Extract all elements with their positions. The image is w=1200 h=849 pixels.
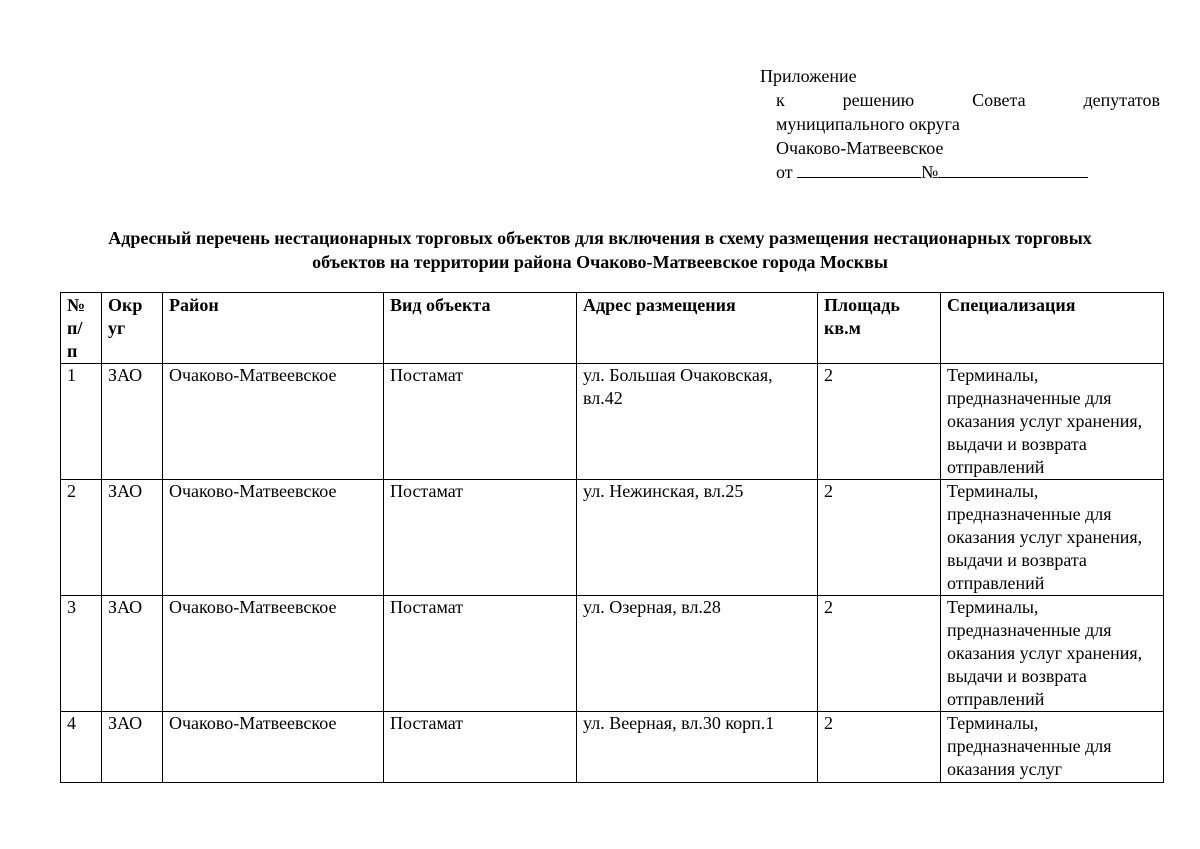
cell-type: Постамат (384, 596, 577, 712)
cell-num: 4 (61, 712, 102, 783)
appendix-line-3: Очаково-Матвеевское (776, 138, 944, 158)
header-spec: Специализация (941, 293, 1164, 364)
cell-area: 2 (818, 480, 941, 596)
cell-area: 2 (818, 712, 941, 783)
appendix-line-2: муниципального округа (776, 114, 960, 134)
header-num: № п/ п (61, 293, 102, 364)
appendix-word: решению (842, 90, 915, 110)
header-okrug: Окр уг (102, 293, 163, 364)
date-blank (797, 161, 921, 178)
cell-spec-text: Терминалы, предназначенные для оказания услуг (947, 713, 1112, 779)
cell-area: 2 (818, 596, 941, 712)
appendix-word: Совета (972, 90, 1026, 110)
appendix-word: депутатов (1083, 90, 1160, 110)
table-row (61, 364, 1164, 480)
heading-line-1: Адресный перечень нестационарных торговых объектов для включения в схему размещения нестационарных торговых (108, 228, 1092, 248)
cell-address: ул. Большая Очаковская, вл.42 (577, 364, 818, 480)
cell-address: ул. Нежинская, вл.25 (577, 480, 818, 596)
cell-spec: Терминалы, предназначенные для оказания услуг хранения, выдачи и возврата отправлений (941, 364, 1164, 480)
cell-district: Очаково-Матвеевское (163, 712, 384, 783)
date-prefix: от (776, 162, 793, 182)
appendix-date-line (776, 160, 1160, 184)
cell-num: 1 (61, 364, 102, 480)
objects-table (60, 292, 1164, 783)
number-blank (938, 161, 1088, 178)
cell-spec: Терминалы, предназначенные для оказания услуг хранения, выдачи и возврата отправлений (941, 480, 1164, 596)
heading-line-2: объектов на территории района Очаково-Матвеевское города Москвы (312, 252, 888, 272)
header-district: Район (163, 293, 384, 364)
cell-spec (941, 712, 1164, 783)
cell-area: 2 (818, 364, 941, 480)
cell-spec: Терминалы, предназначенные для оказания услуг хранения, выдачи и возврата отправлений (941, 596, 1164, 712)
table-header-row (61, 293, 1164, 364)
header-type: Вид объекта (384, 293, 577, 364)
cell-num: 3 (61, 596, 102, 712)
number-sign: № (921, 162, 939, 182)
cell-okrug: ЗАО (102, 364, 163, 480)
cell-type: Постамат (384, 480, 577, 596)
table-row (61, 596, 1164, 712)
cell-district: Очаково-Матвеевское (163, 364, 384, 480)
table-row (61, 480, 1164, 596)
cell-okrug: ЗАО (102, 712, 163, 783)
cell-type: Постамат (384, 364, 577, 480)
cell-district: Очаково-Матвеевское (163, 480, 384, 596)
header-area: Площадь кв.м (818, 293, 941, 364)
cell-address: ул. Озерная, вл.28 (577, 596, 818, 712)
header-address: Адрес размещения (577, 293, 818, 364)
cell-district: Очаково-Матвеевское (163, 596, 384, 712)
appendix-block (760, 64, 1160, 184)
cell-num: 2 (61, 480, 102, 596)
document-heading (40, 226, 1160, 274)
cell-address: ул. Веерная, вл.30 корп.1 (577, 712, 818, 783)
appendix-word: к (776, 90, 785, 110)
appendix-title: Приложение (760, 66, 857, 86)
appendix-line-1 (776, 88, 1160, 112)
cell-okrug: ЗАО (102, 596, 163, 712)
table-row (61, 712, 1164, 783)
cell-type: Постамат (384, 712, 577, 783)
cell-okrug: ЗАО (102, 480, 163, 596)
